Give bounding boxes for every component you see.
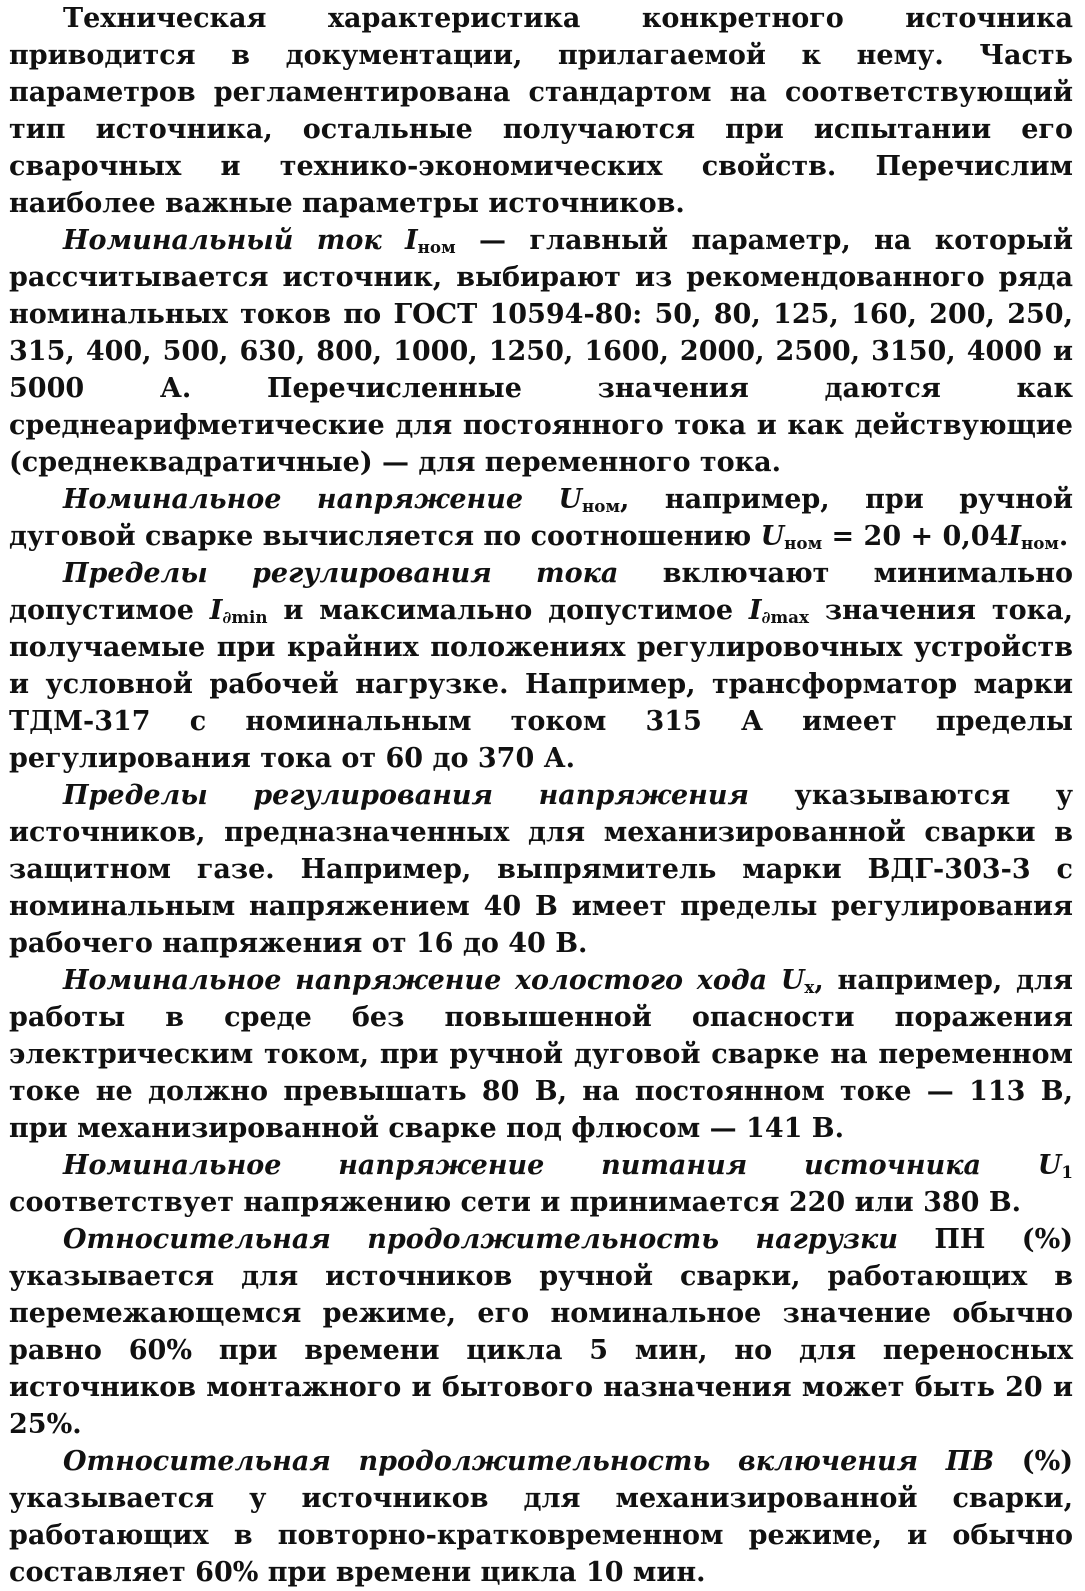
paragraph-text: и максимально допустимое xyxy=(267,595,749,626)
paragraph-duty-cycle xyxy=(9,1443,1073,1591)
intro-paragraph: Техническая характеристика конкретного источника приводится в документации, прилагаемой к нему. Часть параметров регламентирована стандартом на соответствующий тип источника, остальные получаются при испытании его сварочных и технико-экономических свойств. Перечислим наиболее важные параметры источников. xyxy=(9,3,1073,219)
formula-lhs: U xyxy=(760,521,785,552)
paragraph-text: указываются у источников, предназначенных для механизированной сварки в защитном газе. Например, выпрямитель марки ВДГ-303-3 с номинальным напряжением 40 В имеет пределы регулирования рабочего напряжения от 16 до 40 В. xyxy=(9,780,1074,959)
formula-rhs-sub: ном xyxy=(1020,533,1059,554)
symbol-subscript: х xyxy=(804,977,815,998)
symbol-i: I xyxy=(405,225,418,256)
term-open-circuit-voltage: Номинальное напряжение холостого хода xyxy=(63,965,768,996)
symbol-imax: I xyxy=(748,595,762,626)
term-rated-current: Номинальный ток xyxy=(63,225,382,256)
formula-rhs: I xyxy=(1008,521,1021,552)
paragraph-text: — главный параметр, на который рассчитывается источник, выбирают из рекомендованного ряда номинальных токов по ГОСТ 10594-80: 50, 80, 125, 160, 200, 250, 315, 400, 500, 630, 800, 1000, 1250, 1600, 2000, 2500, 3150, 4000 и 5000 А. Перечисленные значения даются как среднеарифметические для постоянного тока и как действующие (среднеквадратичные) — для переменного тока. xyxy=(9,225,1074,478)
symbol-subscript: ном xyxy=(417,237,456,258)
symbol-u: U xyxy=(558,484,583,515)
paragraph-text: (%) указывается у источников для механизированной сварки, работающих в повторно-кратковременном режиме, и обычно составляет 60% при времени цикла 10 мин. xyxy=(9,1446,1074,1588)
paragraph-voltage-range xyxy=(9,777,1073,962)
symbol-subscript: ном xyxy=(582,496,620,517)
term-load-duration: Относительная продолжительность нагрузки xyxy=(63,1224,898,1255)
paragraph-current-range xyxy=(9,555,1073,777)
paragraph-open-circuit-voltage xyxy=(9,962,1073,1147)
symbol-imin-sub: ∂min xyxy=(222,607,268,628)
paragraph-text: , например, при ручной дуговой сварке вычисляется по соотношению xyxy=(9,484,1073,552)
paragraph-text: ПН (%) указывается для источников ручной сварки, работающих в перемежающемся режиме, его номинальное значение обычно равно 60% при времени цикла 5 мин, но для переносных источников монтажного и бытового назначения может быть 20 и 25%. xyxy=(9,1224,1073,1440)
paragraph-text: , например, для работы в среде без повышенной опасности поражения электрическим током, при ручной дуговой сварке на переменном токе не должно превышать 80 В, на постоянном токе — 113 В, при механизированной сварке под флюсом — 141 В. xyxy=(9,965,1074,1144)
paragraph-text: соответствует напряжению сети и принимается 220 или 380 В. xyxy=(9,1187,1022,1218)
paragraph-text: значения тока, получаемые при крайних положениях регулировочных устройств и условной рабочей нагрузке. Например, трансформатор марки ТДМ-317 с номинальным током 315 А имеет пределы регулирования тока от 60 до 370 А. xyxy=(9,595,1073,774)
term-voltage-range: Пределы регулирования напряжения xyxy=(63,780,749,811)
symbol-subscript: 1 xyxy=(1061,1162,1073,1183)
term-rated-voltage: Номинальное напряжение xyxy=(63,484,524,515)
term-current-range: Пределы регулирования тока xyxy=(63,558,619,589)
term-supply-voltage: Номинальное напряжение питания источника xyxy=(63,1150,982,1181)
paragraph-supply-voltage xyxy=(9,1147,1073,1221)
symbol-imin: I xyxy=(209,595,223,626)
formula-mid: = 20 + 0,04 xyxy=(822,521,1009,552)
term-duty-cycle: Относительная продолжительность включения ПВ xyxy=(63,1446,995,1477)
paragraph-text-end: . xyxy=(1058,521,1069,552)
symbol-imax-sub: ∂max xyxy=(761,607,809,628)
paragraph-load-duration xyxy=(9,1221,1073,1443)
paragraph-rated-current xyxy=(9,222,1073,481)
paragraph-text: включают минимально допустимое xyxy=(9,558,1073,626)
paragraph-rated-voltage xyxy=(9,481,1073,555)
symbol-ux: U xyxy=(780,965,805,996)
symbol-u1: U xyxy=(1037,1150,1062,1181)
formula-lhs-sub: ном xyxy=(784,533,823,554)
